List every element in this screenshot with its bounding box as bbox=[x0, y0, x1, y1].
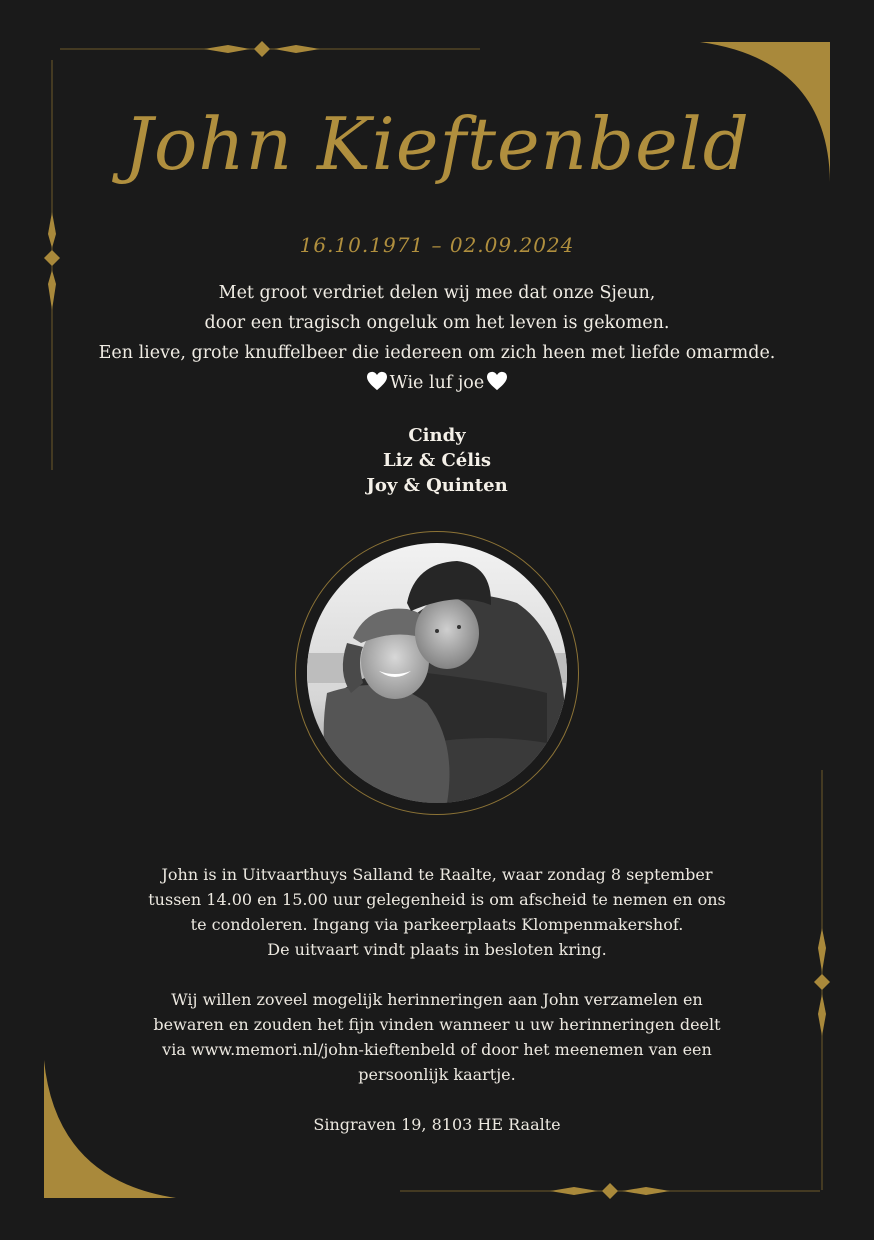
announcement-message bbox=[0, 278, 874, 398]
message-line: Wie luf joe bbox=[389, 373, 485, 393]
info-line: Wij willen zoveel mogelijk herinneringen aan John verzamelen en bbox=[171, 990, 703, 1009]
family-name: Cindy bbox=[408, 425, 466, 446]
family-name: Joy & Quinten bbox=[366, 475, 508, 496]
info-line: John is in Uitvaarthuys Salland te Raalte, waar zondag 8 september bbox=[161, 865, 713, 884]
service-information bbox=[0, 862, 874, 1137]
info-line: te condoleren. Ingang via parkeerplaats Klompenmakershof. bbox=[190, 915, 684, 934]
info-paragraph-2 bbox=[0, 987, 874, 1087]
portrait-photo bbox=[307, 543, 567, 803]
heart-icon bbox=[486, 371, 508, 391]
message-line: door een tragisch ongeluk om het leven is gekomen. bbox=[204, 313, 670, 333]
info-line: tussen 14.00 en 15.00 uur gelegenheid is om afscheid te nemen en ons bbox=[148, 890, 726, 909]
heart-icon bbox=[366, 371, 388, 391]
info-line: via www.memori.nl/john-kieftenbeld of door het meenemen van een bbox=[162, 1040, 712, 1059]
life-dates: 16.10.1971 – 02.09.2024 bbox=[299, 233, 575, 257]
message-line: Een lieve, grote knuffelbeer die iedereen om zich heen met liefde omarmde. bbox=[98, 343, 776, 363]
info-line: persoonlijk kaartje. bbox=[358, 1065, 516, 1084]
info-paragraph-1 bbox=[0, 862, 874, 962]
family-name: Liz & Célis bbox=[382, 450, 492, 471]
info-line: bewaren en zouden het fijn vinden wanneer u uw herinneringen deelt bbox=[153, 1015, 721, 1034]
address: Singraven 19, 8103 HE Raalte bbox=[313, 1115, 561, 1134]
info-line: De uitvaart vindt plaats in besloten kring. bbox=[267, 940, 607, 959]
message-line: Met groot verdriet delen wij mee dat onze Sjeun, bbox=[218, 283, 656, 303]
message-line-hearts bbox=[0, 368, 874, 398]
photo-illustration bbox=[307, 543, 567, 803]
family-names bbox=[0, 423, 874, 498]
deceased-name: John Kieftenbeld bbox=[124, 102, 750, 186]
